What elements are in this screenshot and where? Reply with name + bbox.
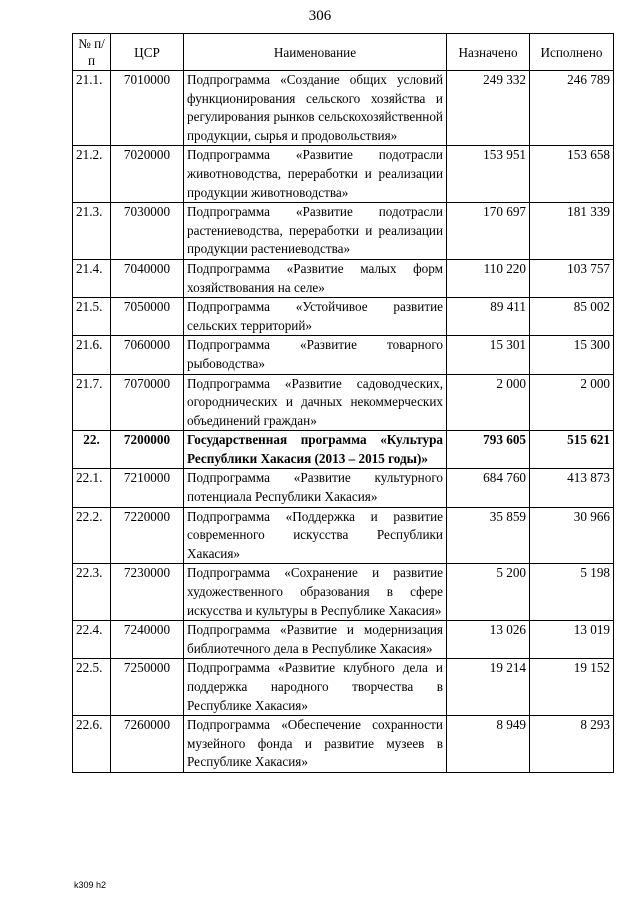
row-name: Подпрограмма «Развитие подотрасли растениеводства, переработки и реализации продукции растениеводства» — [184, 203, 447, 260]
header-executed: Исполнено — [530, 34, 614, 71]
table-row — [73, 374, 614, 431]
table-row — [73, 659, 614, 716]
row-number: 21.7. — [73, 374, 111, 431]
row-executed: 413 873 — [530, 469, 614, 507]
row-executed: 30 966 — [530, 507, 614, 564]
row-name: Подпрограмма «Развитие культурного потенциала Республики Хакасия» — [184, 469, 447, 507]
row-number: 21.3. — [73, 203, 111, 260]
row-assigned: 89 411 — [447, 298, 530, 336]
header-name: Наименование — [184, 34, 447, 71]
table-row — [73, 507, 614, 564]
row-csr: 7250000 — [111, 659, 184, 716]
row-assigned: 684 760 — [447, 469, 530, 507]
row-executed: 15 300 — [530, 336, 614, 374]
row-csr: 7200000 — [111, 431, 184, 469]
row-name: Подпрограмма «Развитие и модернизация библиотечного дела в Республике Хакасия» — [184, 621, 447, 659]
table-row — [73, 431, 614, 469]
table-row — [73, 71, 614, 146]
row-assigned: 5 200 — [447, 564, 530, 621]
row-number: 22.2. — [73, 507, 111, 564]
row-number: 21.6. — [73, 336, 111, 374]
row-executed: 5 198 — [530, 564, 614, 621]
row-csr: 7070000 — [111, 374, 184, 431]
row-executed: 19 152 — [530, 659, 614, 716]
row-number: 21.1. — [73, 71, 111, 146]
row-name: Подпрограмма «Развитие подотрасли животноводства, переработки и реализации продукции животноводства» — [184, 146, 447, 203]
row-csr: 7050000 — [111, 298, 184, 336]
row-assigned: 15 301 — [447, 336, 530, 374]
row-number: 21.2. — [73, 146, 111, 203]
row-executed: 103 757 — [530, 259, 614, 297]
table-row — [73, 259, 614, 297]
row-executed: 2 000 — [530, 374, 614, 431]
row-number: 22.3. — [73, 564, 111, 621]
row-name: Подпрограмма «Создание общих условий функционирования сельского хозяйства и регулирования рынков сельскохозяйственной продукции, сырья и продовольствия» — [184, 71, 447, 146]
row-executed: 13 019 — [530, 621, 614, 659]
header-num: № п/п — [73, 34, 111, 71]
table-row — [73, 716, 614, 773]
row-name: Подпрограмма «Развитие товарного рыбоводства» — [184, 336, 447, 374]
table-row — [73, 621, 614, 659]
row-csr: 7230000 — [111, 564, 184, 621]
table-row — [73, 298, 614, 336]
row-name: Подпрограмма «Поддержка и развитие современного искусства Республики Хакасия» — [184, 507, 447, 564]
row-number: 22.4. — [73, 621, 111, 659]
header-csr: ЦСР — [111, 34, 184, 71]
page-number: 306 — [308, 8, 332, 24]
row-assigned: 153 951 — [447, 146, 530, 203]
row-csr: 7030000 — [111, 203, 184, 260]
row-name: Подпрограмма «Устойчивое развитие сельских территорий» — [184, 298, 447, 336]
row-name: Подпрограмма «Сохранение и развитие художественного образования в сфере искусства и культуры в Республике Хакасия» — [184, 564, 447, 621]
row-csr: 7260000 — [111, 716, 184, 773]
header-assigned: Назначено — [447, 34, 530, 71]
table-row — [73, 203, 614, 260]
row-executed: 8 293 — [530, 716, 614, 773]
row-assigned: 170 697 — [447, 203, 530, 260]
row-csr: 7010000 — [111, 71, 184, 146]
row-assigned: 793 605 — [447, 431, 530, 469]
table-row — [73, 469, 614, 507]
row-csr: 7040000 — [111, 259, 184, 297]
row-csr: 7240000 — [111, 621, 184, 659]
row-name: Подпрограмма «Развитие клубного дела и поддержка народного творчества в Республике Хакасия» — [184, 659, 447, 716]
row-assigned: 110 220 — [447, 259, 530, 297]
table-row — [73, 146, 614, 203]
row-name: Подпрограмма «Развитие малых форм хозяйствования на селе» — [184, 259, 447, 297]
row-csr: 7210000 — [111, 469, 184, 507]
row-assigned: 35 859 — [447, 507, 530, 564]
table-row — [73, 564, 614, 621]
row-executed: 515 621 — [530, 431, 614, 469]
table-header-row — [73, 34, 614, 71]
row-assigned: 8 949 — [447, 716, 530, 773]
footer-code: k309 h2 — [74, 880, 107, 890]
row-csr: 7020000 — [111, 146, 184, 203]
row-name: Государственная программа «Культура Республики Хакасия (2013 – 2015 годы)» — [184, 431, 447, 469]
row-executed: 246 789 — [530, 71, 614, 146]
row-name: Подпрограмма «Развитие садоводческих, огороднических и дачных некоммерческих объединений граждан» — [184, 374, 447, 431]
row-number: 21.5. — [73, 298, 111, 336]
budget-table — [72, 33, 614, 773]
row-assigned: 249 332 — [447, 71, 530, 146]
row-executed: 85 002 — [530, 298, 614, 336]
row-number: 22. — [73, 431, 111, 469]
row-number: 22.6. — [73, 716, 111, 773]
row-csr: 7220000 — [111, 507, 184, 564]
table-row — [73, 336, 614, 374]
table-body — [73, 71, 614, 773]
row-assigned: 13 026 — [447, 621, 530, 659]
row-number: 22.5. — [73, 659, 111, 716]
row-executed: 153 658 — [530, 146, 614, 203]
row-csr: 7060000 — [111, 336, 184, 374]
row-name: Подпрограмма «Обеспечение сохранности музейного фонда и развитие музеев в Республике Хакасия» — [184, 716, 447, 773]
row-executed: 181 339 — [530, 203, 614, 260]
row-assigned: 2 000 — [447, 374, 530, 431]
row-number: 22.1. — [73, 469, 111, 507]
row-assigned: 19 214 — [447, 659, 530, 716]
row-number: 21.4. — [73, 259, 111, 297]
